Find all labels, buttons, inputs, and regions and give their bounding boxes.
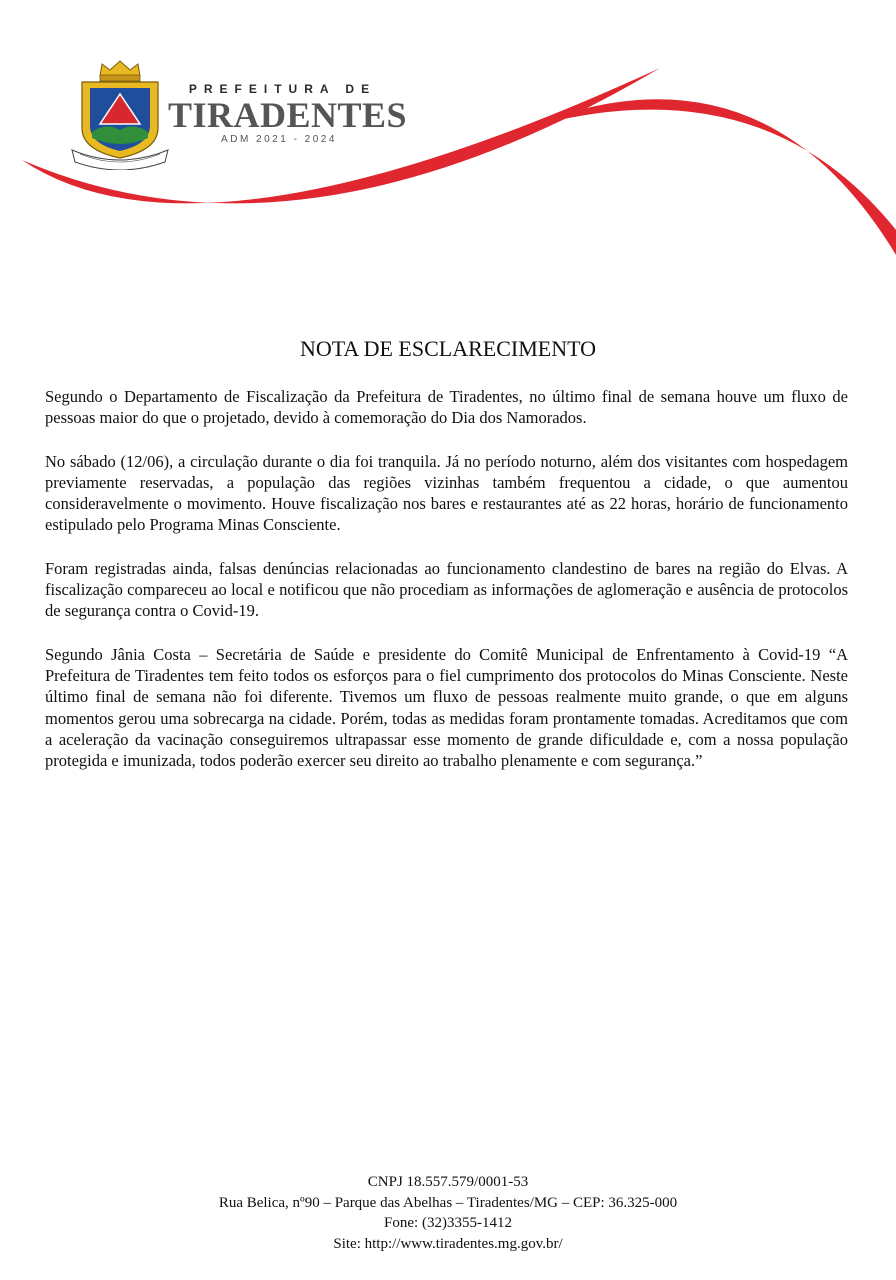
brand-administration: ADM 2021 - 2024 — [221, 134, 337, 145]
letterhead — [0, 0, 896, 300]
brand-name: TIRADENTES — [168, 95, 408, 135]
paragraph-3: Foram registradas ainda, falsas denúncias relacionadas ao funcionamento clandestino de bares na região do Elvas. A fiscalização compareceu ao local e notificou que não procediam as informações de aglomeração e ausência de protocolos de segurança contra o Covid-19. — [45, 558, 848, 621]
paragraph-2: No sábado (12/06), a circulação durante o dia foi tranquila. Já no período noturno, além dos visitantes com hospedagem previamente reservadas, a população das regiões vizinhas também frequentou a cidade, o que aumentou consideravelmente o movimento. Houve fiscalização nos bares e restaurantes até as 22 horas, horário de funcionamento estipulado pelo Programa Minas Consciente. — [45, 451, 848, 535]
paragraph-1: Segundo o Departamento de Fiscalização da Prefeitura de Tiradentes, no último final de semana houve um fluxo de pessoas maior do que o projetado, devido à comemoração do Dia dos Namorados. — [45, 387, 848, 428]
paragraph-4: Segundo Jânia Costa – Secretária de Saúde e presidente do Comitê Municipal de Enfrentamento à Covid-19 “A Prefeitura de Tiradentes tem feito todos os esforços para o fiel cumprimento dos protocolos do Minas Consciente. Neste último final de semana não foi diferente. Tivemos um fluxo de pessoas realmente muito grande, o que em alguns momentos gerou uma sobrecarga na cidade. Porém, todas as medidas foram prontamente tomadas. Acreditamos que com a aceleração da vacinação conseguiremos ultrapassar esse momento de grande dificuldade e, com a nossa população protegida e imunizada, todos poderão exercer seu direito ao trabalho plenamente e com segurança.” — [45, 644, 848, 771]
footer-cnpj: CNPJ 18.557.579/0001-53 — [367, 1174, 529, 1190]
footer-address: Rua Belica, nº90 – Parque das Abelhas – Tiradentes/MG – CEP: 36.325-000 — [218, 1194, 678, 1211]
brand-subtitle: PREFEITURA DE — [188, 82, 377, 96]
footer-phone: Fone: (32)3355-1412 — [384, 1215, 512, 1231]
document-title: NOTA DE ESCLARECIMENTO — [299, 336, 597, 361]
municipality-brand — [168, 82, 408, 145]
document-body — [45, 386, 848, 771]
footer-site: Site: http://www.tiradentes.mg.gov.br/ — [333, 1235, 563, 1252]
document-footer — [0, 1172, 896, 1254]
coat-of-arms-icon — [70, 58, 170, 170]
